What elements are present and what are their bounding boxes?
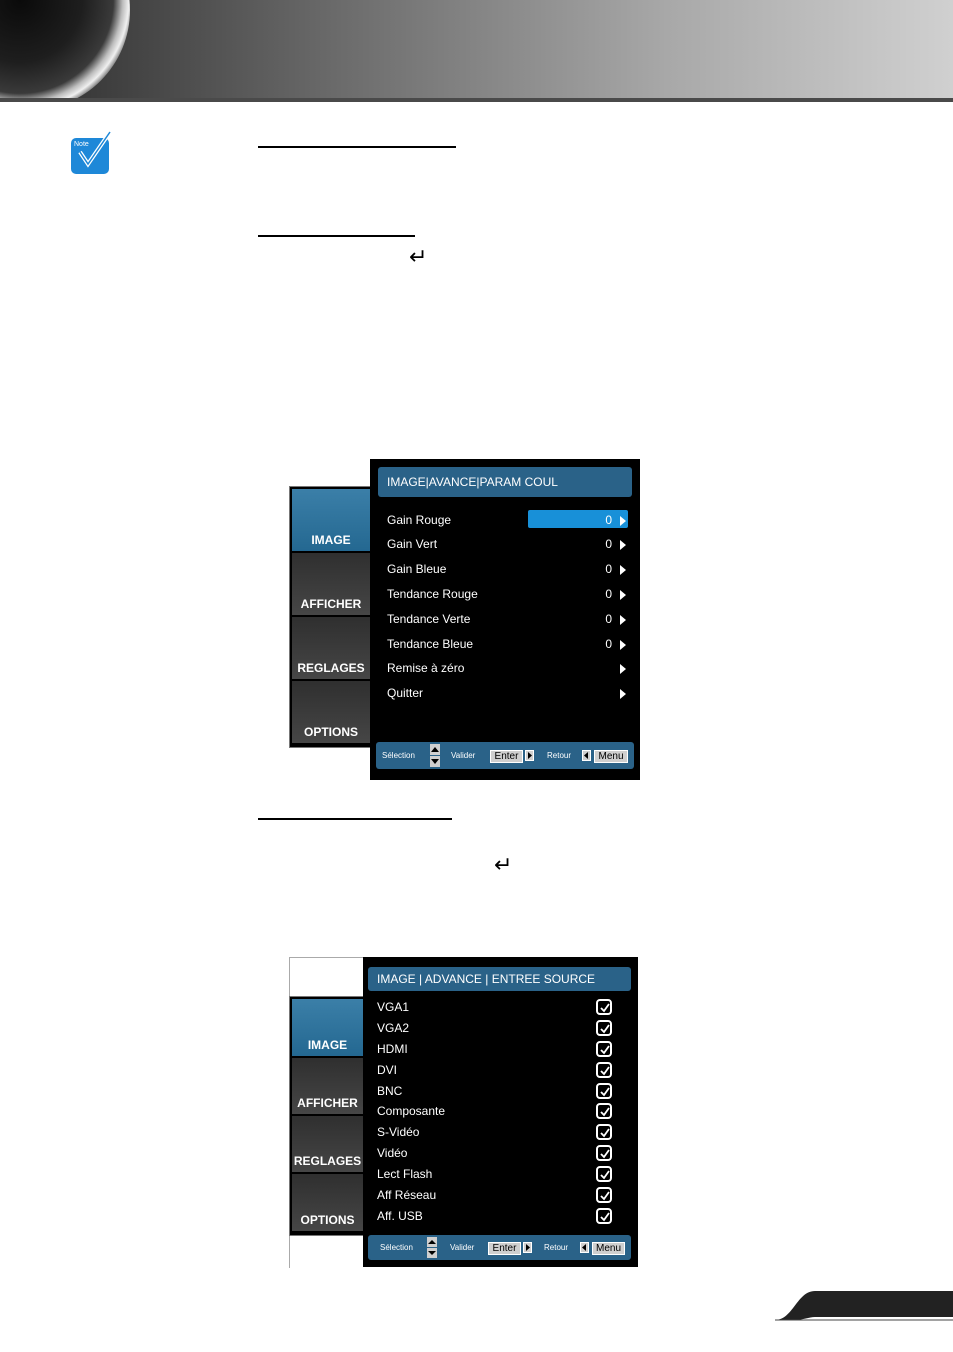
source-row-aff-usb[interactable]: Aff. USB <box>377 1209 423 1223</box>
right-key-icon <box>523 1242 532 1253</box>
enter-key-icon: ↵ <box>494 852 513 877</box>
menu-row-tendance-rouge[interactable] <box>387 584 630 604</box>
up-down-keys-icon <box>427 1237 437 1258</box>
menu-key: Menu <box>594 750 628 763</box>
menu-row-gain-vert[interactable] <box>387 534 630 554</box>
right-arrow-icon <box>620 689 626 699</box>
header-bar <box>0 98 953 102</box>
menu-row-quitter[interactable] <box>387 683 630 703</box>
checked-checkbox-icon[interactable] <box>596 1124 612 1140</box>
row-value: 0 <box>605 637 612 651</box>
checked-checkbox-icon[interactable] <box>596 1187 612 1203</box>
source-row-composante[interactable]: Composante <box>377 1104 446 1118</box>
osd-footer <box>368 1235 631 1260</box>
heading-underline-1 <box>258 146 456 148</box>
row-label: Gain Bleue <box>387 562 447 576</box>
osd-menu-color-settings <box>370 459 640 780</box>
left-key-icon <box>580 1242 589 1253</box>
source-row-bnc[interactable]: BNC <box>377 1084 403 1098</box>
footer-validate-label: Valider <box>450 1243 475 1252</box>
menu-row-gain-rouge[interactable] <box>387 510 630 530</box>
footer-select-label: Sélection <box>380 1243 413 1252</box>
sidebar-item-options[interactable]: OPTIONS <box>292 681 370 743</box>
footer-back-label: Retour <box>547 751 572 760</box>
enter-key: Enter <box>488 1242 521 1255</box>
source-row-aff-reseau[interactable]: Aff Réseau <box>377 1188 437 1202</box>
row-label: Tendance Verte <box>387 612 471 626</box>
row-label: Remise à zéro <box>387 661 465 675</box>
menu-row-gain-bleue[interactable] <box>387 559 630 579</box>
checked-checkbox-icon[interactable] <box>596 1208 612 1224</box>
osd-sidebar <box>289 996 366 1236</box>
osd-menu-input-source <box>363 957 638 1267</box>
footer-validate-label: Valider <box>451 751 476 760</box>
menu-row-remise-a-zero[interactable] <box>387 658 630 678</box>
source-row-s-video[interactable]: S-Vidéo <box>377 1125 420 1139</box>
row-value: 0 <box>605 513 612 527</box>
source-row-dvi[interactable]: DVI <box>377 1063 398 1077</box>
heading-underline-3 <box>258 818 452 820</box>
sidebar-item-afficher[interactable]: AFFICHER <box>292 1058 363 1114</box>
selection-highlight <box>528 510 628 528</box>
checked-checkbox-icon[interactable] <box>596 1062 612 1078</box>
up-down-keys-icon <box>430 744 440 767</box>
page-header <box>0 0 953 102</box>
note-label: Note <box>74 141 89 148</box>
right-arrow-icon <box>620 590 626 600</box>
row-value: 0 <box>605 612 612 626</box>
checked-checkbox-icon[interactable] <box>596 1166 612 1182</box>
row-value: 0 <box>605 587 612 601</box>
sidebar-item-image[interactable]: IMAGE <box>292 489 370 551</box>
osd-title: IMAGE|AVANCE|PARAM COUL <box>378 467 632 497</box>
row-label: Gain Vert <box>387 537 438 551</box>
source-row-vga2[interactable]: VGA2 <box>377 1021 410 1035</box>
left-key-icon <box>582 750 591 761</box>
right-arrow-icon <box>620 640 626 650</box>
enter-key-icon: ↵ <box>409 244 428 269</box>
row-label: Gain Rouge <box>387 513 452 527</box>
sidebar-item-image[interactable]: IMAGE <box>292 999 363 1056</box>
osd-footer <box>376 742 634 769</box>
row-label: Tendance Bleue <box>387 637 474 651</box>
source-row-lect-flash[interactable]: Lect Flash <box>377 1167 433 1181</box>
row-value: 0 <box>605 562 612 576</box>
row-label: Tendance Rouge <box>387 587 478 601</box>
right-arrow-icon <box>620 615 626 625</box>
sidebar-item-reglages[interactable]: REGLAGES <box>292 1116 363 1172</box>
enter-key: Enter <box>490 750 523 763</box>
row-label: Quitter <box>387 686 424 700</box>
checked-checkbox-icon[interactable] <box>596 1083 612 1099</box>
right-arrow-icon <box>620 565 626 575</box>
heading-underline-2 <box>258 235 415 237</box>
footer-select-label: Sélection <box>382 751 415 760</box>
checked-checkbox-icon[interactable] <box>596 1103 612 1119</box>
menu-row-tendance-bleue[interactable] <box>387 634 630 654</box>
source-row-video[interactable]: Vidéo <box>377 1146 408 1160</box>
checked-checkbox-icon[interactable] <box>596 1041 612 1057</box>
note-icon <box>70 130 114 176</box>
menu-key: Menu <box>592 1242 625 1255</box>
right-key-icon <box>525 750 534 761</box>
right-arrow-icon <box>620 664 626 674</box>
checked-checkbox-icon[interactable] <box>596 1145 612 1161</box>
osd-sidebar <box>289 486 373 748</box>
right-arrow-icon <box>620 516 626 526</box>
sidebar-item-afficher[interactable]: AFFICHER <box>292 553 370 615</box>
source-row-vga1[interactable]: VGA1 <box>377 1000 410 1014</box>
sidebar-item-reglages[interactable]: REGLAGES <box>292 617 370 679</box>
lens-graphic <box>0 0 130 102</box>
menu-row-tendance-verte[interactable] <box>387 609 630 629</box>
page-number-tab <box>775 1289 953 1321</box>
source-row-hdmi[interactable]: HDMI <box>377 1042 408 1056</box>
checked-checkbox-icon[interactable] <box>596 999 612 1015</box>
sidebar-item-options[interactable]: OPTIONS <box>292 1174 363 1231</box>
checked-checkbox-icon[interactable] <box>596 1020 612 1036</box>
footer-back-label: Retour <box>544 1243 569 1252</box>
osd-title: IMAGE | ADVANCE | ENTREE SOURCE <box>368 967 631 991</box>
right-arrow-icon <box>620 540 626 550</box>
row-value: 0 <box>605 537 612 551</box>
